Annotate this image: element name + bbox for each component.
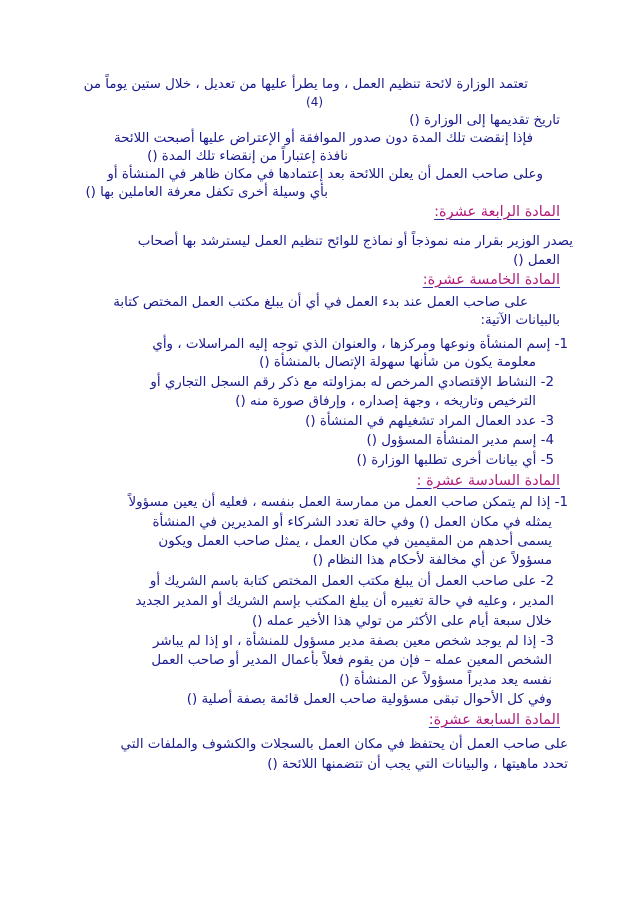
article-heading: المادة السادسة عشرة : [416,473,560,489]
text-line: مسؤولاً عن أي مخالفة لأحكام هذا النظام () [312,553,552,568]
text-line: الشخص المعين عمله – فإن من يقوم فعلاً بأعمال المدير أو صاحب العمل [151,653,552,668]
article-heading: المادة الخامسة عشرة: [422,272,560,288]
text-line: يسمى أحدهم من المقيمين في مكان العمل ، يمثل صاحب العمل ويكون [158,534,552,549]
text-line: وعلى صاحب العمل أن يعلن اللائحة بعد إعتمادها في مكان ظاهر في المنشأة أو [107,167,543,182]
text-line: تحدد ماهيتها ، والبيانات التي يجب أن تتضمنها اللائحة () [267,757,568,772]
text-line: تاريخ تقديمها إلى الوزارة () [409,113,560,128]
text-line: وفي كل الأحوال تبقى مسؤولية صاحب العمل قائمة بصفة أصلية () [186,692,552,707]
text-line: 3- عدد العمال المراد تشغيلهم في المنشأة () [305,414,554,429]
text-line: بأي وسيلة أخرى تكفل معرفة العاملين بها () [85,185,328,200]
text-line: على صاحب العمل عند بدء العمل في أي أن يبلغ مكتب العمل المختص كتابة [113,295,528,310]
text-line: على صاحب العمل أن يحتفظ في مكان العمل بالسجلات والكشوف والملفات التي [120,737,568,752]
article-heading: المادة السابعة عشرة: [428,712,560,728]
text-line: 1- إسم المنشأة ونوعها ومركزها ، والعنوان الذي توجه إليه المراسلات ، وأي [152,337,568,352]
text-line: نفسه يعد مديراً مسؤولاً عن المنشأة () [339,673,552,688]
text-line: 5- أي بيانات أخرى تطلبها الوزارة () [356,453,554,468]
text-line: الترخيص وتاريخه ، وجهة إصداره ، وإرفاق صورة منه () [235,394,536,409]
text-line: معلومة يكون من شأنها سهولة الإتصال بالمنشأة () [259,355,536,370]
text-line: نافذة إعتباراً من إنقضاء تلك المدة () [147,149,348,164]
text-line: 3- إذا لم يوجد شخص معين بصفة مدير مسؤول للمنشأة ، او إذا لم يباشر [153,634,554,649]
text-line: 4- إسم مدير المنشأة المسؤول () [366,433,554,448]
text-line: يمثله في مكان العمل () وفي حالة تعدد الشركاء أو المديرين في المنشأة [152,515,552,530]
text-line: فإذا إنقضت تلك المدة دون صدور الموافقة أو الإعتراض عليها أصبحت اللائحة [114,131,533,146]
article-heading: المادة الرابعة عشرة: [434,204,560,220]
text-line: 2- النشاط الإقتصادي المرخص له بمزاولته مع ذكر رقم السجل التجاري أو [150,375,554,390]
text-line: بالبيانات الآتية: [480,313,560,328]
page-number: (4) [306,95,324,109]
text-line: العمل () [513,253,560,268]
text-line: المدير ، وعليه في حالة تغييره أن يبلغ المكتب بإسم الشريك أو المدير الجديد [135,594,554,609]
text-line: 1- إذا لم يتمكن صاحب العمل من ممارسة العمل بنفسه ، فعليه أن يعين مسؤولاً [128,495,568,510]
text-line: يصدر الوزير بقرار منه نموذجاً أو نماذج للوائح تنظيم العمل ليسترشد بها أصحاب [137,234,573,249]
text-line: خلال سبعة أيام على الأكثر من تولي هذا الأخير عمله () [252,614,552,629]
text-line: 2- على صاحب العمل أن يبلغ مكتب العمل المختص كتابة باسم الشريك أو [149,574,554,589]
text-line: تعتمد الوزارة لائحة تنظيم العمل ، وما يطرأ عليها من تعديل ، خلال ستين يوماً من [83,77,528,92]
